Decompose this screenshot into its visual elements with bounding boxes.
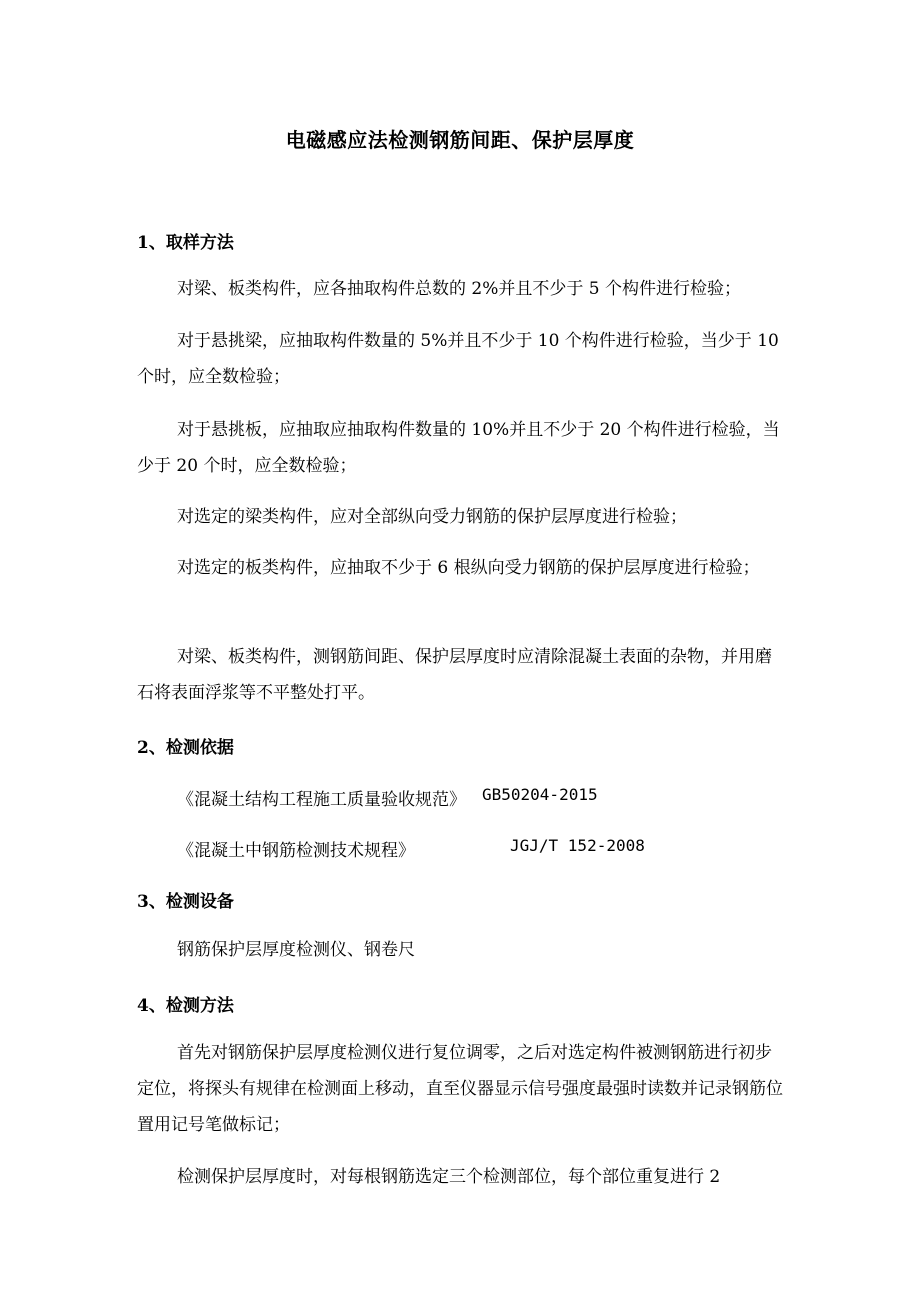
reference-row [177,836,645,861]
paragraph: 钢筋保护层厚度检测仪、钢卷尺 [177,940,415,960]
paragraph: 对梁、板类构件，应各抽取构件总数的 2%并且不少于 5 个构件进行检验； [177,279,741,299]
paragraph: 对选定的梁类构件，应对全部纵向受力钢筋的保护层厚度进行检验； [177,507,687,527]
reference-code: JGJ/T 152-2008 [510,836,645,855]
reference-name: 《混凝土结构工程施工质量验收规范》 [177,790,466,810]
section-heading-method: 4、检测方法 [137,996,234,1016]
section-heading-equipment: 3、检测设备 [137,892,234,912]
section-heading-sampling: 1、取样方法 [137,233,234,253]
paragraph: 对于悬挑板，应抽取应抽取构件数量的 10%并且不少于 20 个构件进行检验，当少于 20 个时，应全数检验； [137,420,780,476]
paragraph: 对选定的板类构件，应抽取不少于 6 根纵向受力钢筋的保护层厚度进行检验； [177,558,760,578]
reference-name: 《混凝土中钢筋检测技术规程》 [177,841,415,861]
section-heading-basis: 2、检测依据 [137,738,234,758]
paragraph: 检测保护层厚度时，对每根钢筋选定三个检测部位，每个部位重复进行 2 [177,1167,721,1187]
paragraph: 对于悬挑梁，应抽取构件数量的 5%并且不少于 10 个构件进行检验，当少于 10 个时，应全数检验； [137,331,779,387]
paragraph: 对梁、板类构件，测钢筋间距、保护层厚度时应清除混凝土表面的杂物，并用磨石将表面浮浆等不平整处打平。 [137,647,772,703]
paragraph: 首先对钢筋保护层厚度检测仪进行复位调零，之后对选定构件被测钢筋进行初步定位，将探头有规律在检测面上移动，直至仪器显示信号强度最强时读数并记录钢筋位置用记号笔做标记； [137,1043,783,1135]
page-title: 电磁感应法检测钢筋间距、保护层厚度 [285,128,635,152]
reference-code: GB50204-2015 [482,785,598,804]
reference-row [177,785,598,810]
